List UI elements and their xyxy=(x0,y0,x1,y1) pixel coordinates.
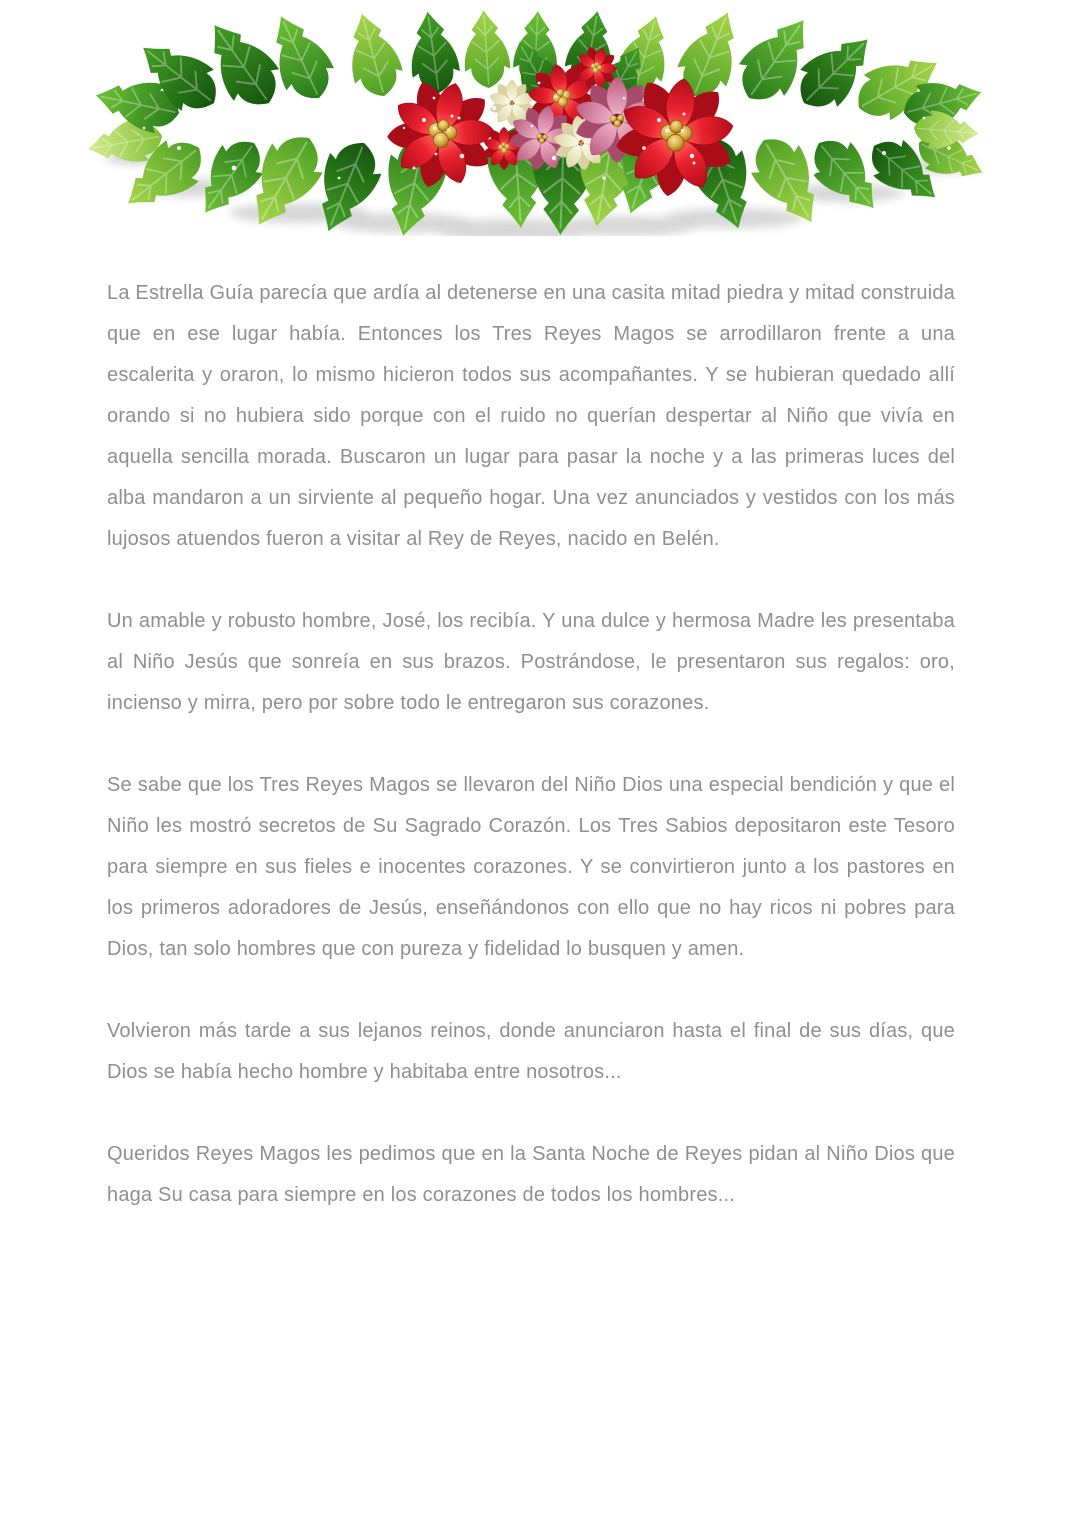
story-paragraph: La Estrella Guía parecía que ardía al detenerse en una casita mitad piedra y mitad construida que en ese lugar había. Entonces los Tres Reyes Magos se arrodillaron frente a una escalerita y oraron, lo mismo hicieron todos sus acompañantes. Y se hubieran quedado allí orando si no hubiera sido porque con el ruido no querían despertar al Niño que vivía en aquella sencilla morada. Buscaron un lugar para pasar la noche y a las primeras luces del alba mandaron a un sirviente al pequeño hogar. Una vez anunciados y vestidos con los más lujosos atuendos fueron a visitar al Rey de Reyes, nacido en Belén. xyxy=(107,282,955,550)
story-paragraph: Un amable y robusto hombre, José, los recibía. Y una dulce y hermosa Madre les presentaba al Niño Jesús que sonreía en sus brazos. Postrándose, le presentaron sus regalos: oro, incienso y mirra, pero por sobre todo le entregaron sus corazones. xyxy=(107,610,955,714)
story-paragraph: Queridos Reyes Magos les pedimos que en la Santa Noche de Reyes pidan al Niño Dios que haga Su casa para siempre en los corazones de todos los hombres... xyxy=(107,1143,955,1206)
story-paragraph: Volvieron más tarde a sus lejanos reinos, donde anunciaron hasta el final de sus días, que Dios se había hecho hombre y habitaba entre nosotros... xyxy=(107,1020,955,1083)
page-header xyxy=(0,0,1068,236)
story-paragraph: Se sabe que los Tres Reyes Magos se llevaron del Niño Dios una especial bendición y que el Niño les mostró secretos de Su Sagrado Corazón. Los Tres Sabios depositaron este Tesoro para siempre en sus fieles e inocentes corazones. Y se convirtieron junto a los pastores en los primeros adoradores de Jesús, enseñándonos con ello que no hay ricos ni pobres para Dios, tan solo hombres que con pureza y fidelidad lo busquen y amen. xyxy=(107,774,955,960)
story-text xyxy=(0,236,1068,1216)
christmas-garland-image xyxy=(84,8,984,236)
